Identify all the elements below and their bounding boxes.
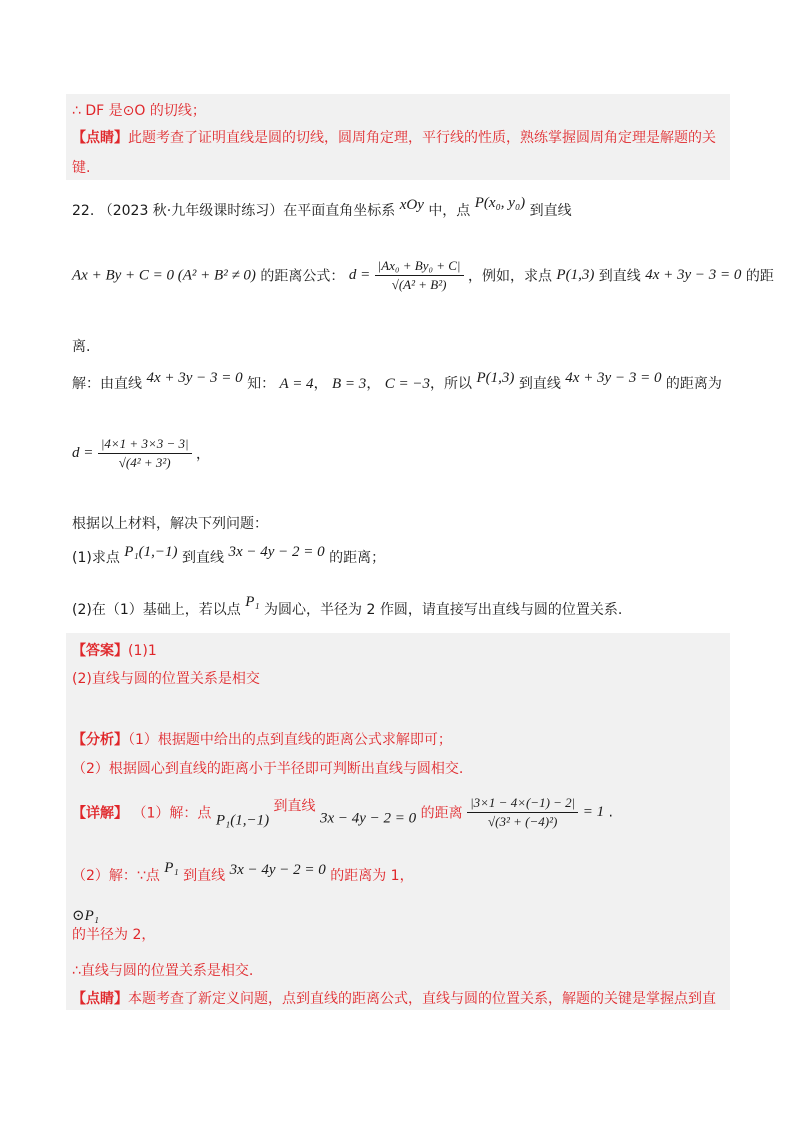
example-end: 离.: [72, 339, 91, 355]
detail-line-1: 【详解】 （1）解：点 P₁(1,−1) 到直线 3x − 4y − 2 = 0 的距离 $\frac{|3\times 1 - 4\times(-1) - 2|}{\text{√(3² + (−4)²)}}$ = 1 .: [72, 795, 613, 829]
distance-formula-fraction: $\frac{\text{|Ax₀ + By₀ + C|}}{\text{√(A² + B²)}}$: [375, 258, 464, 293]
top-note-line-a: 【点睛】此题考查了证明直线是圆的切线，圆周角定理，平行线的性质，熟练掌握圆周角定理是解题的关: [72, 130, 716, 146]
conclusion-line: ∴直线与圆的位置关系是相交.: [72, 963, 254, 979]
line-equation: Ax + By + C = 0 (A² + B² ≠ 0): [72, 267, 256, 284]
top-note-line-b: 键.: [72, 160, 91, 176]
sub-question-2: (2)在（1）基础上，若以点 P₁ 为圆心，半径为 2 作圆，请直接写出直线与圆的位置关系.: [72, 594, 623, 618]
answer-line-2: (2)直线与圆的位置关系是相交: [72, 671, 260, 687]
tangent-conclusion: ∴ DF 是⊙O 的切线；: [72, 103, 206, 119]
answer-line-1: 【答案】(1)1: [72, 643, 157, 659]
question-header: 22. （2023 秋·九年级课时练习）在平面直角坐标系 xOy 中，点 P(x₀, y₀) 到直线: [72, 195, 572, 219]
calculation-fraction: $\frac{|4\times 1 + 3\times 3 - 3|}{\text{√(4² + 3²)}}$: [98, 436, 192, 471]
note-tag: 【点睛】: [72, 130, 128, 146]
comment-line: 【点睛】本题考查了新定义问题，点到直线的距离公式，直线与圆的位置关系，解题的关键是掌握点到直: [72, 991, 716, 1007]
analysis-line-2: （2）根据圆心到直线的距离小于半径即可判断出直线与圆相交.: [72, 761, 464, 777]
calculation-line: d = $\frac{|4\times 1 + 3\times 3 - 3|}{\text{√(4² + 3²)}}$ ，: [72, 436, 211, 470]
sub-question-1: (1)求点 P₁(1,−1) 到直线 3x − 4y − 2 = 0 的距离；: [72, 544, 386, 566]
solution-line: 解：由直线 4x + 3y − 3 = 0 知： A = 4， B = 3， C = −3，所以 P(1,3) 到直线 4x + 3y − 3 = 0 的距离为: [72, 370, 722, 392]
point-p0: P(x₀, y₀): [474, 195, 526, 211]
detail-line-2: （2）解：∵点 P₁ 到直线 3x − 4y − 2 = 0 的距离为 1，: [72, 860, 414, 884]
detail-line-3b: 的半径为 2，: [72, 927, 156, 943]
distance-formula-line: Ax + By + C = 0 (A² + B² ≠ 0) 的距离公式： d = $\frac{\text{|Ax₀ + By₀ + C|}}{\text{√(A² + B²)}}$ ，例如，求点 P(1,3) 到直线 4x + 3y − 3 = 0 的距: [72, 258, 774, 292]
material-text: 根据以上材料，解决下列问题：: [72, 516, 268, 532]
detail-fraction: $\frac{|3\times 1 - 4\times(-1) - 2|}{\text{√(3² + (−4)²)}}$: [467, 795, 578, 830]
detail-line-3: ⊙P₁: [72, 908, 99, 924]
analysis-line-1: 【分析】（1）根据题中给出的点到直线的距离公式求解即可；: [72, 732, 452, 748]
